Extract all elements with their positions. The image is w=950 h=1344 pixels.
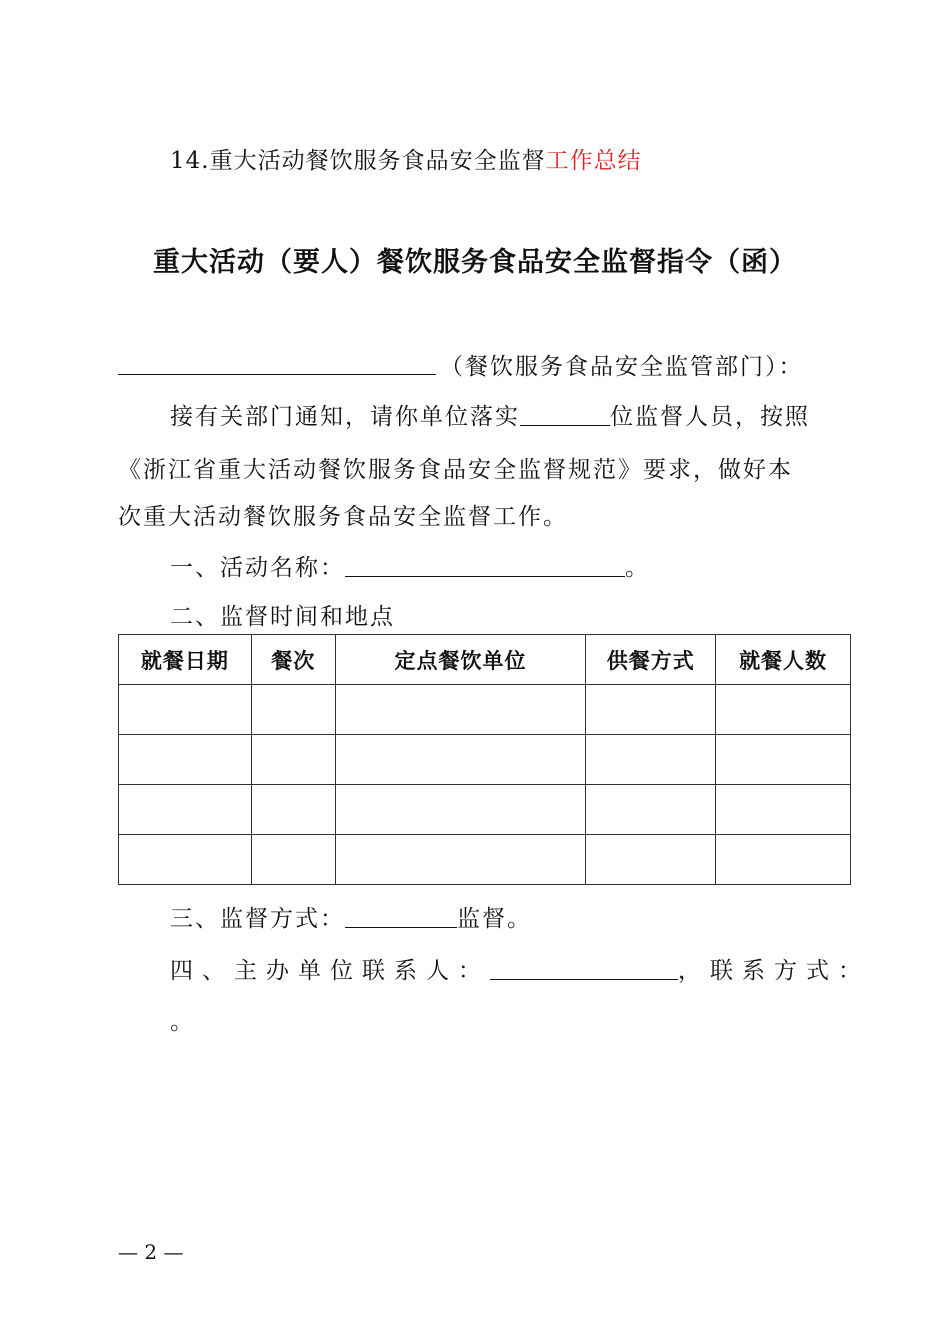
table-cell[interactable] (335, 785, 586, 835)
table-cell[interactable] (119, 785, 252, 835)
table-cell[interactable] (716, 835, 851, 885)
table-cell[interactable] (335, 835, 586, 885)
item-supervision-method (170, 900, 532, 933)
para-line-1 (170, 398, 810, 431)
table-cell[interactable] (119, 685, 252, 735)
heading-prefix: 14.重大活动餐饮服务食品安全监督 (170, 148, 546, 174)
table-cell[interactable] (716, 685, 851, 735)
schedule-table (118, 634, 851, 885)
header-serving-method: 供餐方式 (586, 635, 716, 685)
table-row (119, 785, 851, 835)
contact-label: 四、主办单位联系人： (170, 958, 490, 984)
table-cell[interactable] (251, 735, 335, 785)
addressee-blank[interactable] (118, 374, 436, 375)
heading-highlight: 工作总结 (545, 148, 642, 174)
table-row (119, 835, 851, 885)
activity-name-end: 。 (625, 555, 650, 581)
supervision-method-blank[interactable] (345, 905, 457, 928)
item-time-place: 二、监督时间和地点 (170, 604, 395, 630)
table-header-row (119, 635, 851, 685)
table-cell[interactable] (119, 835, 252, 885)
table-cell[interactable] (335, 685, 586, 735)
supervision-method-label: 三、监督方式： (170, 906, 345, 932)
header-dining-date: 就餐日期 (119, 635, 252, 685)
header-meal: 餐次 (251, 635, 335, 685)
para-line-1-b: 位监督人员，按照 (610, 404, 810, 430)
table-cell[interactable] (119, 735, 252, 785)
inspector-count-blank[interactable] (520, 403, 610, 426)
item-contact-end: 。 (170, 1009, 195, 1035)
item-activity-name (170, 549, 650, 582)
table-cell[interactable] (586, 835, 716, 885)
supervision-method-end: 监督。 (457, 906, 532, 932)
table-row (119, 735, 851, 785)
activity-name-blank[interactable] (345, 554, 625, 577)
table-cell[interactable] (716, 735, 851, 785)
table-cell[interactable] (586, 685, 716, 735)
table-row (119, 685, 851, 735)
page-number: — 2 — (118, 1240, 184, 1264)
table-cell[interactable] (716, 785, 851, 835)
item-contact (170, 952, 870, 985)
para-line-3: 次重大活动餐饮服务食品安全监督工作。 (118, 504, 568, 530)
table-cell[interactable] (251, 685, 335, 735)
table-cell[interactable] (586, 785, 716, 835)
document-title: 重大活动（要人）餐饮服务食品安全监督指令（函） (153, 247, 797, 278)
header-diner-count: 就餐人数 (716, 635, 851, 685)
table-cell[interactable] (586, 735, 716, 785)
para-line-2: 《浙江省重大活动餐饮服务食品安全监督规范》要求，做好本 (118, 457, 793, 483)
table-cell[interactable] (335, 735, 586, 785)
table-cell[interactable] (251, 785, 335, 835)
section-heading (170, 142, 642, 175)
table-cell[interactable] (251, 835, 335, 885)
header-designated-unit: 定点餐饮单位 (335, 635, 586, 685)
contact-method-label: ，联系方式： (678, 958, 870, 984)
activity-name-label: 一、活动名称： (170, 555, 345, 581)
contact-person-blank[interactable] (490, 957, 678, 980)
para-line-1-a: 接有关部门通知，请你单位落实 (170, 404, 520, 430)
addressee-suffix: （餐饮服务食品安全监管部门）： (440, 354, 804, 380)
